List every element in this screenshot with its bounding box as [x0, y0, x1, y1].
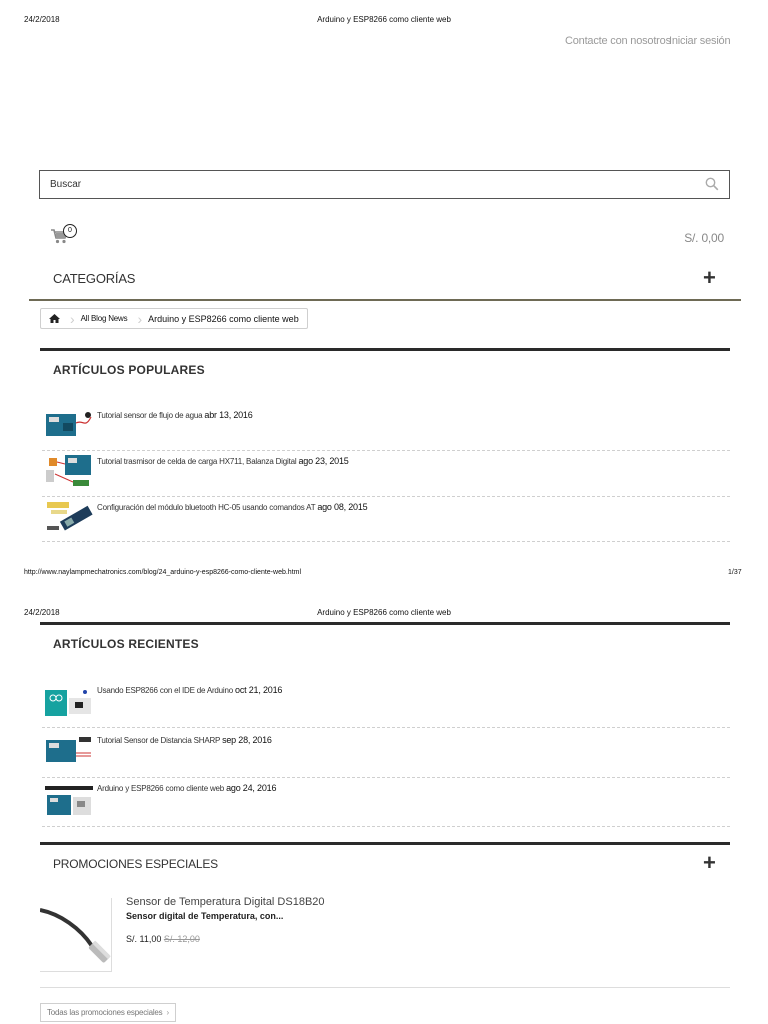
popular-title: ARTÍCULOS POPULARES — [53, 363, 205, 377]
print-date: 24/2/2018 — [24, 608, 60, 617]
article-thumbnail[interactable] — [45, 454, 93, 484]
article-link[interactable]: Usando ESP8266 con el IDE de Arduino — [97, 686, 234, 695]
home-icon[interactable] — [41, 314, 70, 323]
article-thumbnail[interactable] — [45, 688, 93, 718]
login-link[interactable]: Iniciar sesión — [669, 35, 731, 47]
list-item — [97, 410, 253, 420]
article-date: ago 24, 2016 — [226, 783, 277, 793]
all-promotions-label: Todas las promociones especiales — [47, 1008, 163, 1017]
breadcrumb-blog-link[interactable]: All Blog News — [80, 314, 128, 323]
article-link[interactable]: Arduino y ESP8266 como cliente web — [97, 784, 225, 793]
product-prices — [126, 934, 200, 944]
all-promotions-button[interactable] — [40, 1003, 176, 1022]
list-item — [97, 783, 276, 793]
cart-count-badge: 0 — [63, 224, 77, 238]
item-divider — [42, 450, 730, 451]
article-link[interactable]: Tutorial Sensor de Distancia SHARP — [97, 736, 221, 745]
article-link[interactable]: Tutorial sensor de flujo de agua — [97, 411, 203, 420]
promotions-divider — [40, 987, 730, 988]
breadcrumb-separator-icon: › — [70, 310, 75, 327]
chevron-right-icon: › — [166, 1008, 169, 1017]
article-date: ago 23, 2015 — [298, 456, 349, 466]
article-thumbnail[interactable] — [45, 735, 93, 765]
categories-divider — [29, 299, 741, 301]
article-date: sep 28, 2016 — [222, 735, 272, 745]
article-date: abr 13, 2016 — [204, 410, 253, 420]
promotions-expand-icon[interactable]: + — [703, 850, 716, 875]
print-url: http://www.naylampmechatronics.com/blog/24_arduino-y-esp8266-como-cliente-web.html — [24, 569, 302, 576]
print-title: Arduino y ESP8266 como cliente web — [317, 15, 451, 24]
article-link[interactable]: Configuración del módulo bluetooth HC-05 usando comandos AT — [97, 503, 316, 512]
item-divider — [42, 496, 730, 497]
list-item — [97, 456, 349, 466]
article-thumbnail[interactable] — [45, 785, 93, 815]
breadcrumb — [40, 308, 308, 329]
categories-expand-icon[interactable]: + — [703, 265, 716, 290]
promotions-top-rule — [40, 842, 730, 845]
cart-total: S/. 0,00 — [684, 231, 724, 245]
article-thumbnail[interactable] — [45, 500, 93, 530]
print-date: 24/2/2018 — [24, 15, 60, 24]
search-input[interactable] — [40, 171, 680, 198]
recent-title: ARTÍCULOS RECIENTES — [53, 637, 199, 651]
product-old-price: S/. 12,00 — [163, 934, 200, 944]
article-date: ago 08, 2015 — [317, 502, 368, 512]
print-title: Arduino y ESP8266 como cliente web — [317, 608, 451, 617]
product-price: S/. 11,00 — [126, 934, 162, 944]
product-description: Sensor digital de Temperatura, con... — [126, 911, 284, 921]
print-page-number: 1/37 — [728, 569, 742, 576]
categories-label: CATEGORÍAS — [53, 271, 136, 286]
search-bar — [39, 170, 730, 199]
contact-link[interactable]: Contacte con nosotros — [565, 35, 671, 47]
item-divider — [42, 777, 730, 778]
list-item — [97, 735, 272, 745]
promotions-title: PROMOCIONES ESPECIALES — [53, 857, 218, 871]
item-divider — [42, 826, 730, 827]
article-link[interactable]: Tutorial trasmisor de celda de carga HX711, Balanza Digital — [97, 457, 297, 466]
recent-top-rule — [40, 622, 730, 625]
article-thumbnail[interactable] — [45, 409, 93, 439]
search-icon[interactable] — [705, 177, 719, 196]
item-divider — [42, 727, 730, 728]
list-item — [97, 685, 282, 695]
breadcrumb-current: Arduino y ESP8266 como cliente web — [148, 313, 299, 324]
list-item — [97, 502, 367, 512]
popular-top-rule — [40, 348, 730, 351]
breadcrumb-separator-icon: › — [137, 310, 143, 327]
product-name[interactable]: Sensor de Temperatura Digital DS18B20 — [126, 896, 325, 908]
product-image[interactable] — [40, 898, 112, 972]
article-date: oct 21, 2016 — [235, 685, 283, 695]
item-divider — [42, 541, 730, 542]
